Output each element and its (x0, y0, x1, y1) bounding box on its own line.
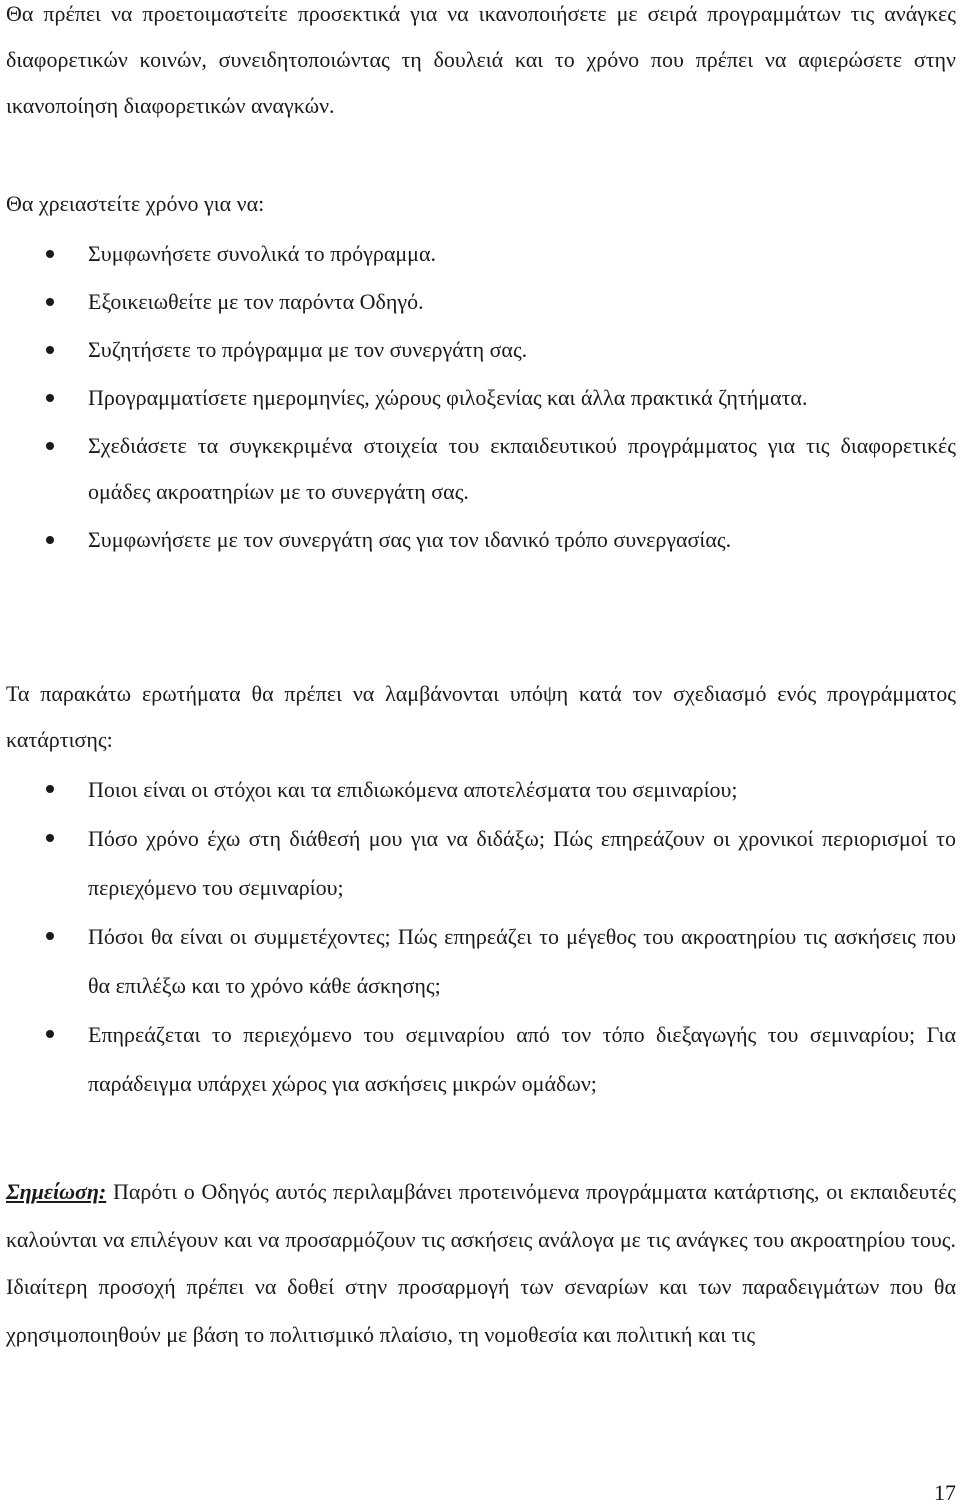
time-list (6, 231, 956, 563)
questions-list (6, 765, 956, 1108)
list-item-text: Πόσο χρόνο έχω στη διάθεσή μου για να διδάξω; Πώς επηρεάζουν οι χρονικοί περιορισμοί το περιεχόμενο του σεμιναρίου; (88, 826, 956, 900)
list-item (6, 517, 956, 563)
list-item-text: Συμφωνήσετε με τον συνεργάτη σας για τον ιδανικό τρόπο συνεργασίας. (88, 527, 732, 552)
list-item (6, 279, 956, 325)
note-label: Σημείωση: (6, 1179, 107, 1204)
list-item-text: Συζητήσετε το πρόγραμμα με τον συνεργάτη σας. (88, 337, 528, 362)
list-item-text: Ποιοι είναι οι στόχοι και τα επιδιωκόμενα αποτελέσματα του σεμιναρίου; (88, 777, 738, 802)
note-text: Παρότι ο Οδηγός αυτός περιλαμβάνει προτεινόμενα προγράμματα κατάρτισης, οι εκπαιδευτές καλούνται να επιλέγουν και να προσαρμόζουν τις ασκήσεις ανάλογα με τις ανάγκες του ακροατηρίου τους. Ιδιαίτερη προσοχή πρέπει να δοθεί στην προσαρμογή των σεναρίων και των παραδειγμάτων που θα χρησιμοποιηθούν με βάση το πολιτισμικό πλαίσιο, τη νομοθεσία και πολιτική και τις (6, 1179, 957, 1347)
note-paragraph (6, 1168, 956, 1358)
bullet-icon (46, 785, 54, 793)
bullet-icon (46, 250, 54, 258)
bullet-icon (46, 1030, 54, 1038)
bullet-icon (46, 834, 54, 842)
list-item-text: Επηρεάζεται το περιεχόμενο του σεμιναρίου από τον τόπο διεξαγωγής του σεμιναρίου; Για παράδειγμα υπάρχει χώρος για ασκήσεις μικρών ομάδων; (88, 1022, 956, 1096)
list-item (6, 231, 956, 277)
intro-paragraph: Θα πρέπει να προετοιμαστείτε προσεκτικά για να ικανοποιήσετε με σειρά προγραμμάτων τις ανάγκες διαφορετικών κοινών, συνειδητοποιώντας τη δουλειά και το χρόνο που πρέπει να αφιερώσετε στην ικανοποίηση διαφορετικών αναγκών. (6, 1, 956, 118)
bullet-icon (46, 346, 54, 354)
list-item (6, 912, 956, 1010)
list-item (6, 765, 956, 814)
bullet-icon (46, 932, 54, 940)
bullet-icon (46, 442, 54, 450)
bullet-icon (46, 536, 54, 544)
list-item-text: Πόσοι θα είναι οι συμμετέχοντες; Πώς επηρεάζει το μέγεθος του ακροατηρίου τις ασκήσεις που θα επιλέξω και το χρόνο κάθε άσκησης; (88, 924, 956, 998)
time-heading: Θα χρειαστείτε χρόνο για να: (6, 191, 265, 216)
list-item (6, 375, 956, 421)
list-item (6, 423, 956, 515)
questions-heading: Τα παρακάτω ερωτήματα θα πρέπει να λαμβάνονται υπόψη κατά τον σχεδιασμό ενός προγράμματος κατάρτισης: (6, 681, 956, 752)
list-item-text: Σχεδιάσετε τα συγκεκριμένα στοιχεία του εκπαιδευτικού προγράμματος για τις διαφορετικές ομάδες ακροατηρίων με το συνεργάτη σας. (88, 433, 956, 504)
list-item (6, 1010, 956, 1108)
list-item-text: Προγραμματίσετε ημερομηνίες, χώρους φιλοξενίας και άλλα πρακτικά ζητήματα. (88, 385, 808, 410)
bullet-icon (46, 298, 54, 306)
list-item (6, 814, 956, 912)
list-item (6, 327, 956, 373)
page-number: 17 (934, 1480, 956, 1505)
bullet-icon (46, 394, 54, 402)
list-item-text: Συμφωνήσετε συνολικά το πρόγραμμα. (88, 241, 437, 266)
list-item-text: Εξοικειωθείτε με τον παρόντα Οδηγό. (88, 289, 424, 314)
